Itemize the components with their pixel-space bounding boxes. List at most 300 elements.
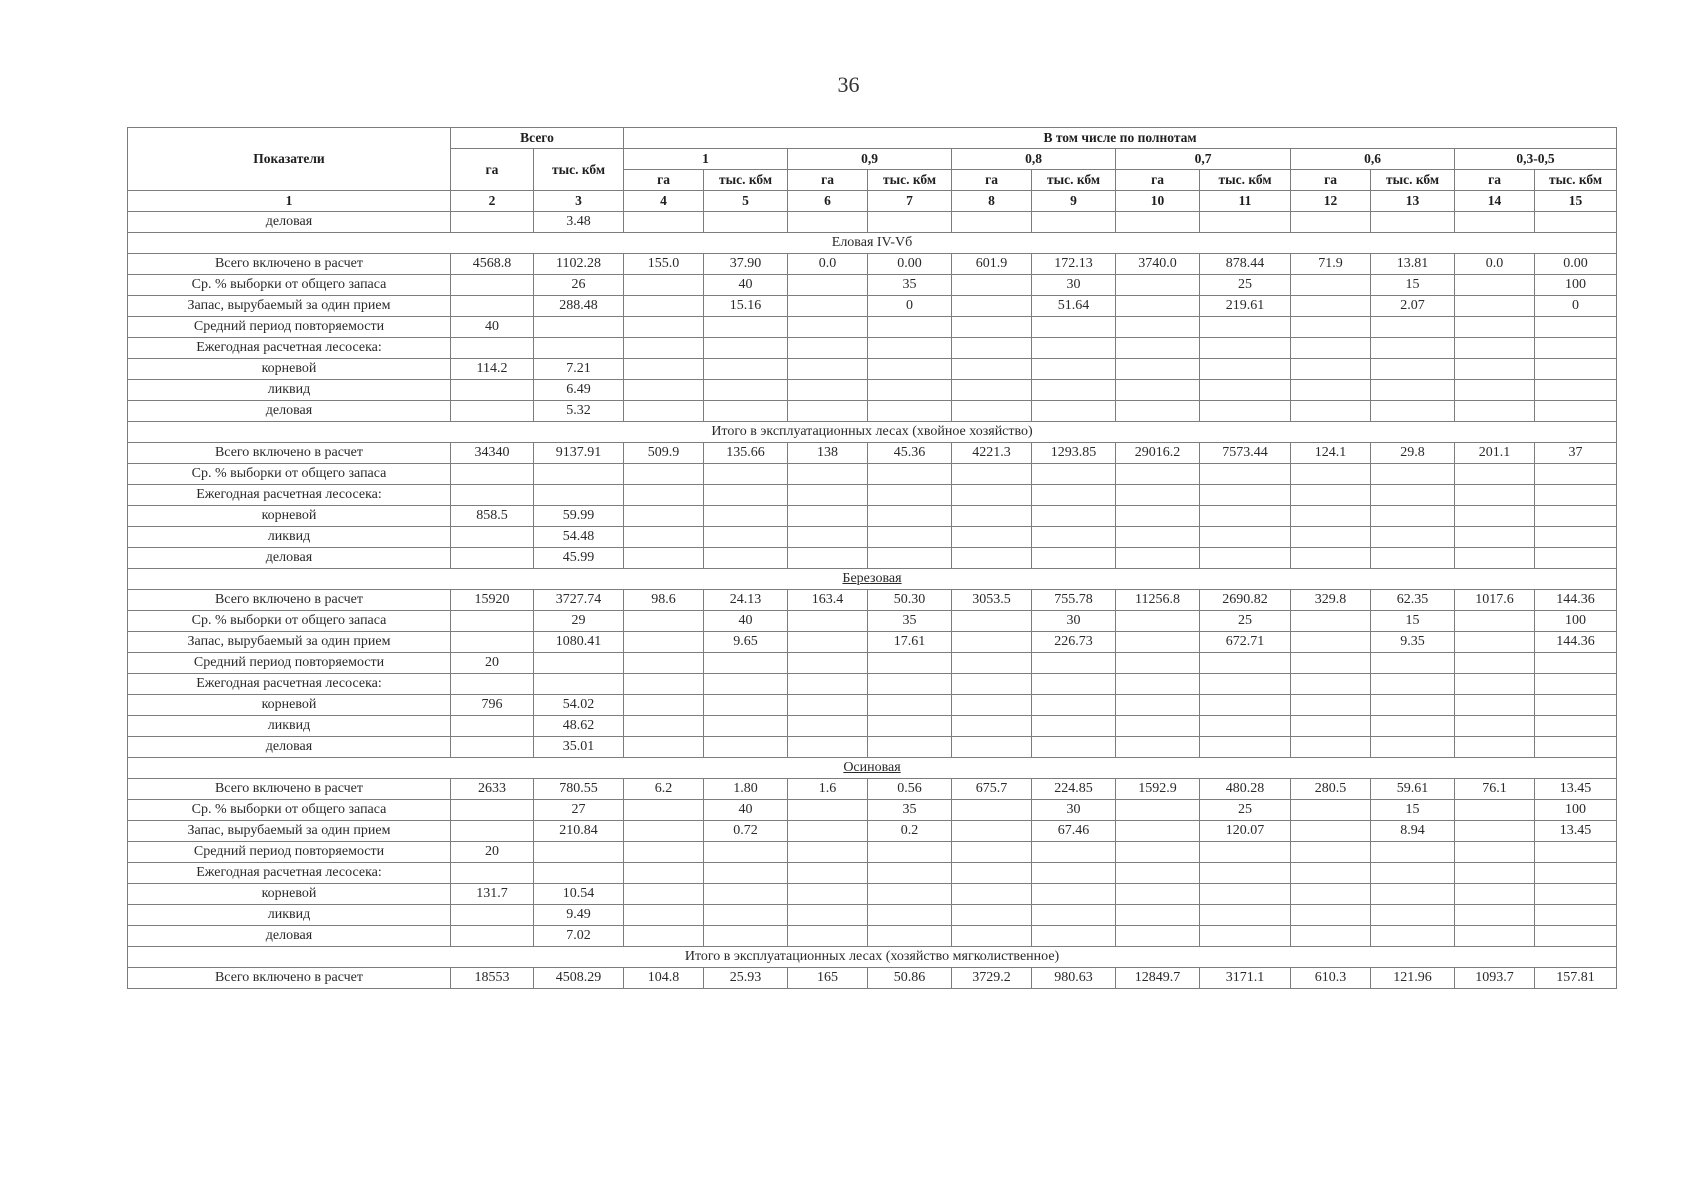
table-cell: 6.2	[624, 779, 704, 800]
table-cell	[1455, 317, 1535, 338]
table-cell	[704, 317, 788, 338]
table-cell	[1032, 401, 1116, 422]
table-cell	[1032, 842, 1116, 863]
table-cell	[451, 464, 534, 485]
table-row	[128, 275, 1617, 296]
table-cell: 3171.1	[1200, 968, 1291, 989]
table-cell: 1293.85	[1032, 443, 1116, 464]
table-cell	[1291, 695, 1371, 716]
table-cell	[952, 527, 1032, 548]
column-number: 7	[868, 191, 952, 212]
table-cell: 480.28	[1200, 779, 1291, 800]
table-cell	[1535, 842, 1617, 863]
table-cell	[868, 842, 952, 863]
header-unit-volume: тыс. кбм	[1200, 170, 1291, 191]
table-cell: 29	[534, 611, 624, 632]
table-cell	[704, 338, 788, 359]
column-number: 2	[451, 191, 534, 212]
table-cell	[952, 464, 1032, 485]
table-cell: 0.00	[1535, 254, 1617, 275]
table-cell	[952, 737, 1032, 758]
table-cell	[1200, 716, 1291, 737]
table-cell	[1455, 905, 1535, 926]
table-cell: 3053.5	[952, 590, 1032, 611]
table-cell	[952, 884, 1032, 905]
table-cell	[868, 401, 952, 422]
table-cell	[1371, 674, 1455, 695]
table-cell	[1371, 338, 1455, 359]
table-cell	[1535, 653, 1617, 674]
table-cell: 2.07	[1371, 296, 1455, 317]
table-cell	[788, 737, 868, 758]
table-cell	[1371, 401, 1455, 422]
table-cell: 288.48	[534, 296, 624, 317]
table-cell	[1455, 863, 1535, 884]
table-cell: 157.81	[1535, 968, 1617, 989]
table-cell: 100	[1535, 275, 1617, 296]
table-cell	[451, 338, 534, 359]
table-row	[128, 380, 1617, 401]
table-cell: 755.78	[1032, 590, 1116, 611]
table-cell: 13.81	[1371, 254, 1455, 275]
table-cell	[1455, 842, 1535, 863]
row-label: Запас, вырубаемый за один прием	[128, 632, 451, 653]
table-cell	[1291, 212, 1371, 233]
table-cell	[1200, 884, 1291, 905]
table-cell	[451, 674, 534, 695]
table-cell: 27	[534, 800, 624, 821]
table-cell: 0.2	[868, 821, 952, 842]
table-cell	[1032, 527, 1116, 548]
table-cell	[1455, 716, 1535, 737]
table-cell	[1291, 653, 1371, 674]
table-row	[128, 548, 1617, 569]
table-cell: 35	[868, 275, 952, 296]
table-cell: 780.55	[534, 779, 624, 800]
table-cell	[1455, 821, 1535, 842]
column-number: 6	[788, 191, 868, 212]
table-cell	[1032, 212, 1116, 233]
table-cell	[1291, 737, 1371, 758]
table-cell	[1200, 212, 1291, 233]
table-cell: 2690.82	[1200, 590, 1291, 611]
table-cell	[1116, 527, 1200, 548]
table-cell: 15.16	[704, 296, 788, 317]
section-header-row	[128, 758, 1617, 779]
header-density: 1	[624, 149, 788, 170]
header-unit-volume: тыс. кбм	[868, 170, 952, 191]
header-density: 0,6	[1291, 149, 1455, 170]
table-cell	[451, 800, 534, 821]
table-cell	[1116, 905, 1200, 926]
table-cell	[1032, 548, 1116, 569]
row-label: Ср. % выборки от общего запаса	[128, 611, 451, 632]
table-cell	[1291, 380, 1371, 401]
header-unit-ha: га	[1291, 170, 1371, 191]
row-label: корневой	[128, 884, 451, 905]
table-cell	[952, 317, 1032, 338]
column-number: 15	[1535, 191, 1617, 212]
table-cell	[704, 401, 788, 422]
table-cell: 25	[1200, 800, 1291, 821]
table-cell	[451, 485, 534, 506]
table-cell	[868, 380, 952, 401]
table-cell: 4221.3	[952, 443, 1032, 464]
table-cell	[1116, 317, 1200, 338]
header-density: 0,8	[952, 149, 1116, 170]
table-cell	[1291, 464, 1371, 485]
table-cell	[624, 464, 704, 485]
table-cell: 1.80	[704, 779, 788, 800]
row-label: ликвид	[128, 716, 451, 737]
table-row	[128, 212, 1617, 233]
table-cell: 124.1	[1291, 443, 1371, 464]
row-label: корневой	[128, 506, 451, 527]
table-cell	[952, 359, 1032, 380]
table-cell	[1291, 401, 1371, 422]
table-cell: 15	[1371, 275, 1455, 296]
table-cell	[1291, 275, 1371, 296]
table-cell	[534, 338, 624, 359]
table-cell	[952, 695, 1032, 716]
table-cell	[1032, 884, 1116, 905]
table-cell	[1116, 296, 1200, 317]
table-cell	[1291, 905, 1371, 926]
table-cell	[624, 485, 704, 506]
table-cell: 224.85	[1032, 779, 1116, 800]
table-cell	[1371, 212, 1455, 233]
table-cell: 165	[788, 968, 868, 989]
table-cell: 7573.44	[1200, 443, 1291, 464]
table-cell: 30	[1032, 800, 1116, 821]
table-cell	[788, 611, 868, 632]
table-cell	[1116, 842, 1200, 863]
table-cell	[868, 359, 952, 380]
table-cell: 1017.6	[1455, 590, 1535, 611]
table-cell	[1200, 485, 1291, 506]
table-cell	[1371, 926, 1455, 947]
table-row	[128, 842, 1617, 863]
table-row	[128, 443, 1617, 464]
header-indicators: Показатели	[128, 128, 451, 191]
table-cell: 9137.91	[534, 443, 624, 464]
table-cell	[1535, 401, 1617, 422]
table-cell	[451, 380, 534, 401]
header-total-volume: тыс. кбм	[534, 149, 624, 191]
table-cell	[1455, 401, 1535, 422]
table-cell	[1455, 212, 1535, 233]
table-cell	[1535, 338, 1617, 359]
header-unit-ha: га	[1455, 170, 1535, 191]
table-cell	[1116, 884, 1200, 905]
section-header-row	[128, 947, 1617, 968]
section-title	[128, 947, 1617, 968]
table-cell	[788, 506, 868, 527]
row-label: корневой	[128, 695, 451, 716]
table-cell: 54.02	[534, 695, 624, 716]
table-cell	[704, 737, 788, 758]
header-total: Всего	[451, 128, 624, 149]
table-row	[128, 779, 1617, 800]
table-row	[128, 695, 1617, 716]
table-cell: 30	[1032, 275, 1116, 296]
table-cell: 20	[451, 653, 534, 674]
table-cell	[1291, 821, 1371, 842]
table-cell	[1291, 674, 1371, 695]
table-row	[128, 527, 1617, 548]
table-row	[128, 464, 1617, 485]
table-cell	[868, 884, 952, 905]
table-cell	[1371, 905, 1455, 926]
row-label: деловая	[128, 212, 451, 233]
table-cell	[788, 695, 868, 716]
row-label: ликвид	[128, 905, 451, 926]
table-cell	[1535, 905, 1617, 926]
table-cell	[1455, 653, 1535, 674]
table-cell	[1455, 359, 1535, 380]
table-cell	[1455, 275, 1535, 296]
table-cell	[704, 485, 788, 506]
table-cell	[788, 632, 868, 653]
table-cell	[451, 632, 534, 653]
table-cell	[1032, 359, 1116, 380]
section-title-text: Еловая IV-Vб	[831, 235, 913, 250]
table-cell: 329.8	[1291, 590, 1371, 611]
table-cell: 25.93	[704, 968, 788, 989]
table-cell: 280.5	[1291, 779, 1371, 800]
table-cell: 3729.2	[952, 968, 1032, 989]
table-cell: 54.48	[534, 527, 624, 548]
table-cell	[952, 821, 1032, 842]
table-cell	[1032, 695, 1116, 716]
row-label: Ежегодная расчетная лесосека:	[128, 863, 451, 884]
forest-calculation-table	[127, 127, 1617, 989]
table-cell: 172.13	[1032, 254, 1116, 275]
table-cell	[704, 905, 788, 926]
table-cell	[952, 863, 1032, 884]
table-cell	[1116, 632, 1200, 653]
section-header-row	[128, 569, 1617, 590]
header-unit-ha: га	[624, 170, 704, 191]
table-cell	[1371, 863, 1455, 884]
table-cell: 15	[1371, 800, 1455, 821]
table-cell: 155.0	[624, 254, 704, 275]
table-cell	[624, 821, 704, 842]
row-label: Ежегодная расчетная лесосека:	[128, 674, 451, 695]
table-cell	[788, 527, 868, 548]
table-row	[128, 317, 1617, 338]
table-cell: 6.49	[534, 380, 624, 401]
table-cell	[704, 653, 788, 674]
table-cell	[624, 338, 704, 359]
header-unit-volume: тыс. кбм	[1032, 170, 1116, 191]
table-cell	[534, 485, 624, 506]
table-cell	[704, 359, 788, 380]
table-cell: 878.44	[1200, 254, 1291, 275]
table-cell	[451, 863, 534, 884]
table-cell	[1371, 737, 1455, 758]
table-cell: 98.6	[624, 590, 704, 611]
table-cell	[788, 905, 868, 926]
table-cell	[1291, 548, 1371, 569]
table-cell: 17.61	[868, 632, 952, 653]
table-cell	[1535, 317, 1617, 338]
table-row	[128, 821, 1617, 842]
table-cell	[624, 296, 704, 317]
table-cell	[1200, 905, 1291, 926]
page-number: 36	[837, 72, 860, 97]
table-cell	[534, 317, 624, 338]
header-total-ha: га	[451, 149, 534, 191]
table-cell	[1032, 506, 1116, 527]
table-cell: 67.46	[1032, 821, 1116, 842]
table-cell: 121.96	[1371, 968, 1455, 989]
table-row	[128, 737, 1617, 758]
table-cell	[1455, 485, 1535, 506]
table-cell	[952, 212, 1032, 233]
table-cell	[1535, 359, 1617, 380]
row-label: Всего включено в расчет	[128, 254, 451, 275]
row-label: Средний период повторяемости	[128, 653, 451, 674]
table-cell	[952, 506, 1032, 527]
table-cell: 37.90	[704, 254, 788, 275]
table-cell	[1116, 737, 1200, 758]
table-body	[128, 212, 1617, 989]
table-cell	[868, 674, 952, 695]
table-cell	[624, 863, 704, 884]
table-cell: 76.1	[1455, 779, 1535, 800]
table-row	[128, 359, 1617, 380]
table-cell	[451, 737, 534, 758]
table-cell: 858.5	[451, 506, 534, 527]
column-number: 11	[1200, 191, 1291, 212]
table-cell	[868, 737, 952, 758]
table-cell	[1200, 653, 1291, 674]
table-cell: 0.0	[788, 254, 868, 275]
table-cell: 796	[451, 695, 534, 716]
table-cell	[952, 401, 1032, 422]
table-cell: 3727.74	[534, 590, 624, 611]
table-cell	[788, 464, 868, 485]
table-cell	[1535, 737, 1617, 758]
table-row	[128, 338, 1617, 359]
row-label: Всего включено в расчет	[128, 968, 451, 989]
table-cell	[451, 716, 534, 737]
table-cell: 104.8	[624, 968, 704, 989]
table-cell	[534, 653, 624, 674]
table-cell	[868, 653, 952, 674]
table-cell	[451, 275, 534, 296]
table-cell	[1535, 548, 1617, 569]
table-cell	[451, 548, 534, 569]
section-header-row	[128, 422, 1617, 443]
table-cell: 35.01	[534, 737, 624, 758]
table-cell	[1032, 485, 1116, 506]
table-cell	[952, 338, 1032, 359]
row-label: Ежегодная расчетная лесосека:	[128, 338, 451, 359]
table-cell	[534, 842, 624, 863]
table-cell	[624, 548, 704, 569]
table-cell	[1291, 338, 1371, 359]
table-cell: 9.35	[1371, 632, 1455, 653]
table-cell	[868, 863, 952, 884]
table-cell	[1200, 842, 1291, 863]
table-cell	[868, 527, 952, 548]
table-cell: 40	[704, 275, 788, 296]
table-cell	[788, 317, 868, 338]
table-cell	[624, 317, 704, 338]
table-cell	[788, 380, 868, 401]
table-cell: 1592.9	[1116, 779, 1200, 800]
table-cell	[624, 359, 704, 380]
table-cell	[1200, 380, 1291, 401]
table-cell	[704, 695, 788, 716]
table-cell	[1291, 842, 1371, 863]
table-cell	[1032, 464, 1116, 485]
table-cell	[534, 464, 624, 485]
table-cell	[1116, 800, 1200, 821]
table-cell	[624, 674, 704, 695]
table-cell: 9.49	[534, 905, 624, 926]
row-label: деловая	[128, 737, 451, 758]
row-label: Ср. % выборки от общего запаса	[128, 800, 451, 821]
table-cell	[952, 548, 1032, 569]
table-cell	[1116, 863, 1200, 884]
row-label: Ср. % выборки от общего запаса	[128, 275, 451, 296]
table-cell	[1032, 317, 1116, 338]
row-label: Всего включено в расчет	[128, 443, 451, 464]
table-row	[128, 653, 1617, 674]
table-cell	[624, 380, 704, 401]
table-cell	[952, 674, 1032, 695]
table-cell	[1535, 506, 1617, 527]
table-cell: 120.07	[1200, 821, 1291, 842]
table-header	[128, 128, 1617, 212]
table-row	[128, 716, 1617, 737]
table-cell: 15920	[451, 590, 534, 611]
table-cell	[1371, 884, 1455, 905]
table-cell	[451, 212, 534, 233]
table-cell	[788, 800, 868, 821]
table-cell: 1093.7	[1455, 968, 1535, 989]
table-cell: 3740.0	[1116, 254, 1200, 275]
table-cell	[704, 674, 788, 695]
table-cell	[1535, 884, 1617, 905]
row-label: Средний период повторяемости	[128, 317, 451, 338]
table-cell	[1200, 359, 1291, 380]
table-row	[128, 884, 1617, 905]
table-cell: 59.61	[1371, 779, 1455, 800]
table-cell	[952, 611, 1032, 632]
table-cell: 71.9	[1291, 254, 1371, 275]
table-cell	[788, 485, 868, 506]
table-cell	[788, 296, 868, 317]
table-cell	[1116, 611, 1200, 632]
table-cell	[1455, 338, 1535, 359]
table-cell	[1200, 317, 1291, 338]
table-cell	[1116, 464, 1200, 485]
table-cell	[1291, 506, 1371, 527]
table-cell: 26	[534, 275, 624, 296]
table-cell	[624, 275, 704, 296]
table-cell	[704, 527, 788, 548]
table-cell: 8.94	[1371, 821, 1455, 842]
table-cell	[1371, 716, 1455, 737]
table-cell: 610.3	[1291, 968, 1371, 989]
column-number: 3	[534, 191, 624, 212]
column-number: 4	[624, 191, 704, 212]
section-header-row	[128, 233, 1617, 254]
